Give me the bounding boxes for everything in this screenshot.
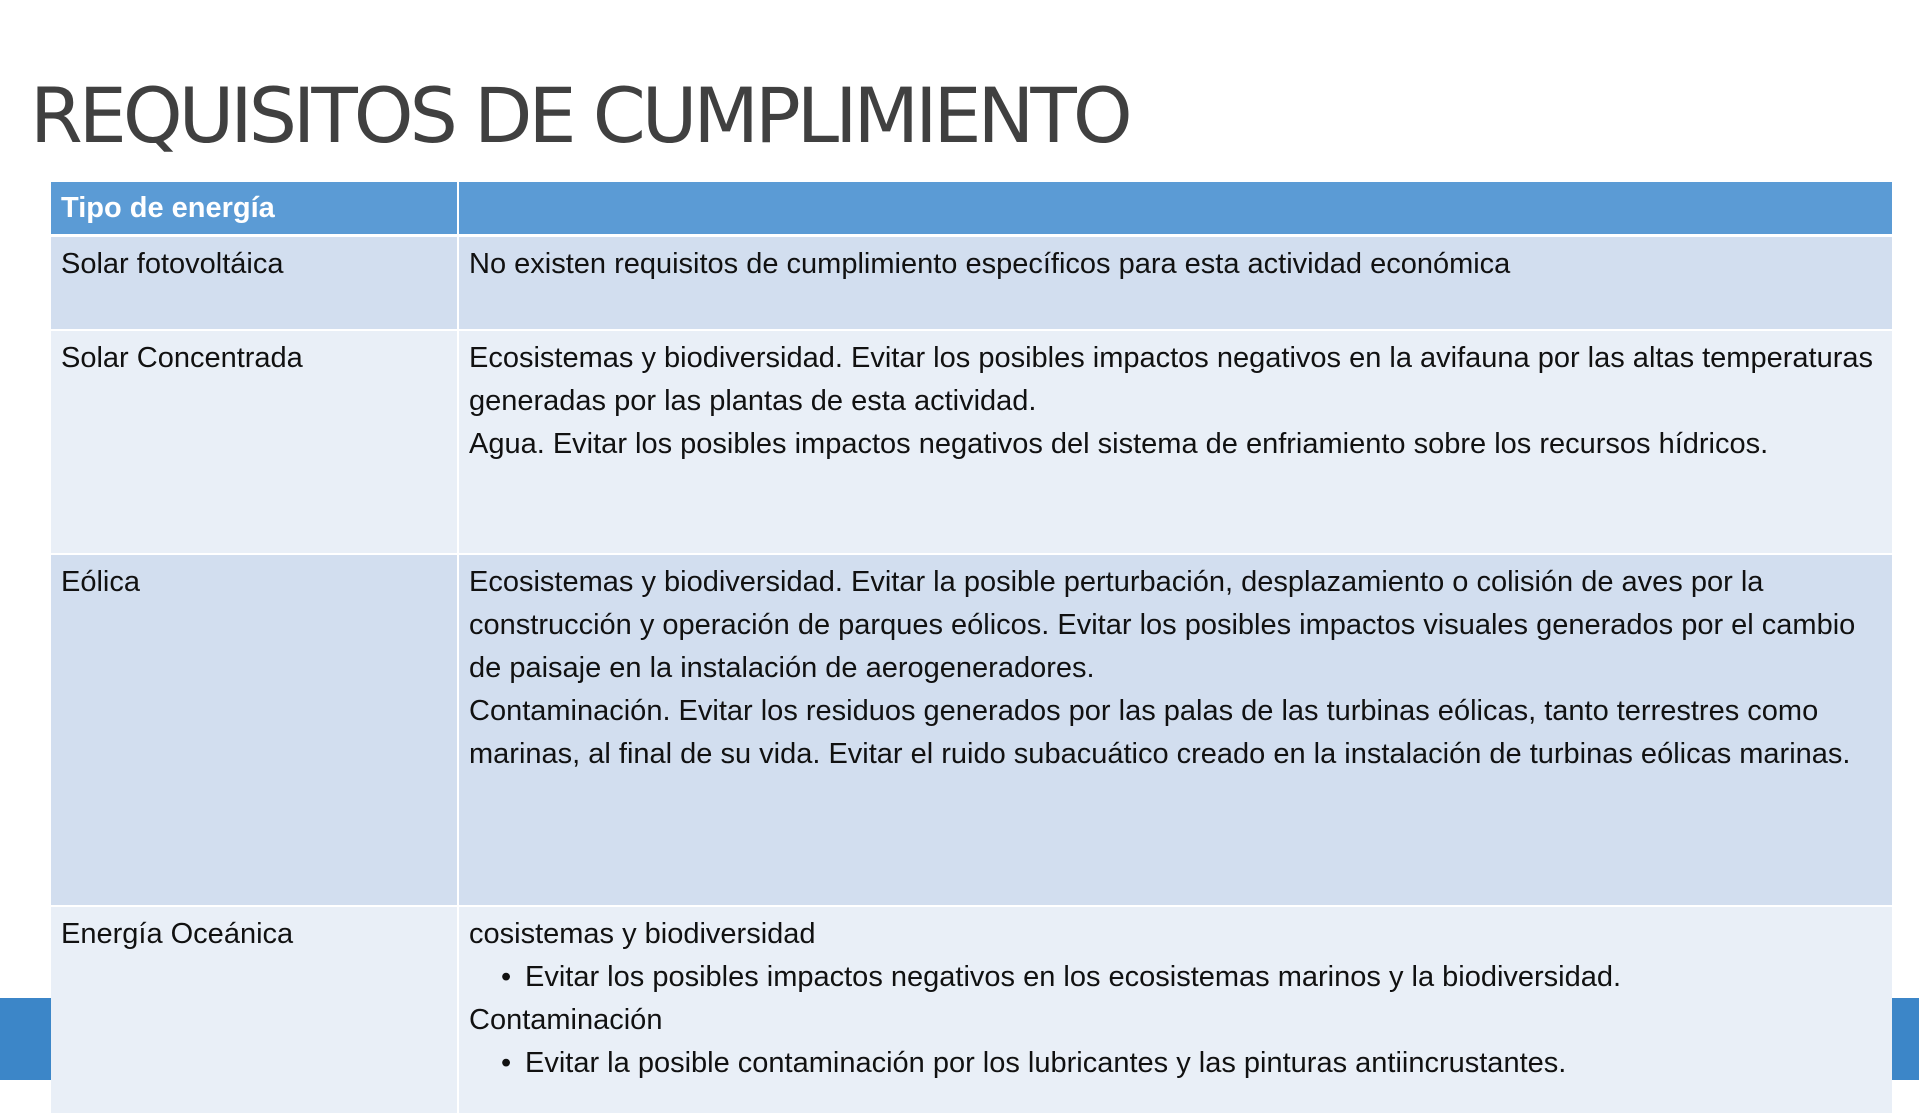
header-energy-type: Tipo de energía (51, 182, 457, 237)
requirement-paragraph: Ecosistemas y biodiversidad. Evitar la posible perturbación, desplazamiento o colisión de aves por la construcción y operación de parques eólicos. Evitar los posibles impactos visuales generados por el cambio de paisaje en la instalación de aerogeneradores. (469, 566, 1856, 684)
energy-type-cell: Solar Concentrada (51, 331, 457, 555)
table-row (51, 907, 1892, 1115)
requirement-bullet (469, 1042, 1882, 1085)
requirements-cell (457, 331, 1892, 555)
requirement-bullet (469, 956, 1882, 999)
energy-type-cell: Eólica (51, 555, 457, 907)
slide-title: REQUISITOS DE CUMPLIMIENTO (30, 71, 1129, 160)
table-row (51, 237, 1892, 331)
requirement-paragraph: Ecosistemas y biodiversidad. Evitar los posibles impactos negativos en la avifauna por las altas temperaturas generadas por las plantas de esta actividad. (469, 342, 1873, 417)
requirement-heading: Contaminación (469, 1004, 663, 1036)
requirement-paragraph: Agua. Evitar los posibles impactos negativos del sistema de enfriamiento sobre los recursos hídricos. (469, 428, 1769, 460)
requirements-cell (457, 555, 1892, 907)
requirement-paragraph: No existen requisitos de cumplimiento específicos para esta actividad económica (469, 248, 1511, 280)
requirement-paragraph: Contaminación. Evitar los residuos generados por las palas de las turbinas eólicas, tanto terrestres como marinas, al final de su vida. Evitar el ruido subacuático creado en la instalación de turbinas eólicas marinas. (469, 695, 1851, 770)
bullet-icon: • (501, 1047, 512, 1079)
requirements-cell (457, 907, 1892, 1115)
table-header-row (51, 182, 1892, 237)
energy-type-cell: Solar fotovoltáica (51, 237, 457, 331)
header-requirements (457, 182, 1892, 237)
requirements-table (51, 182, 1892, 1115)
bullet-text: Evitar la posible contaminación por los lubricantes y las pinturas antiincrustantes. (525, 1047, 1567, 1079)
table-row (51, 555, 1892, 907)
energy-type-cell: Energía Oceánica (51, 907, 457, 1115)
requirements-cell (457, 237, 1892, 331)
bullet-text: Evitar los posibles impactos negativos en los ecosistemas marinos y la biodiversidad. (525, 961, 1622, 993)
bullet-icon: • (501, 961, 512, 993)
table-row (51, 331, 1892, 555)
requirement-heading: cosistemas y biodiversidad (469, 918, 816, 950)
